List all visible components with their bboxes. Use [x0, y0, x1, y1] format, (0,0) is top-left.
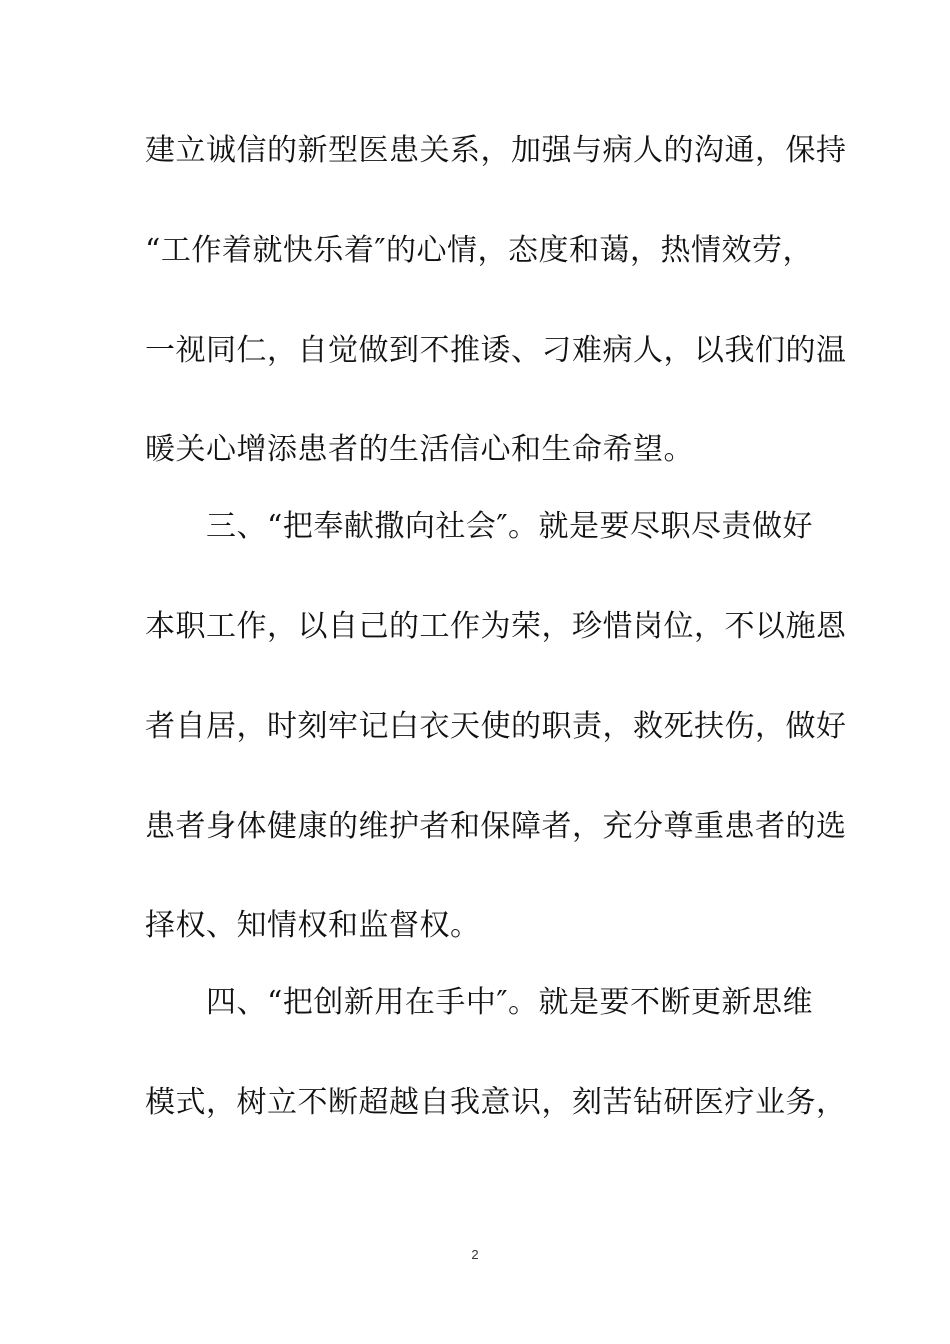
page-number: 2 — [471, 1247, 479, 1262]
text-line-4: 暖关心增添患者的生活信心和生命希望。 — [145, 432, 694, 467]
text-line-7: 者自居，时刻牢记白衣天使的职责，救死扶伤，做好 — [145, 709, 847, 744]
text-line-2: “工作着就快乐着″的心情，态度和蔼，热情效劳， — [145, 233, 814, 268]
text-line-1: 建立诚信的新型医患关系，加强与病人的沟通，保持 — [145, 133, 847, 168]
text-line-10: 四、“把创新用在手中″。就是要不断更新思维 — [145, 985, 814, 1020]
text-line-9: 择权、知情权和监督权。 — [145, 908, 481, 943]
text-line-6: 本职工作，以自己的工作为荣，珍惜岗位，不以施恩 — [145, 609, 847, 644]
text-line-11: 模式，树立不断超越自我意识，刻苦钻研医疗业务， — [145, 1085, 847, 1120]
text-line-8: 患者身体健康的维护者和保障者，充分尊重患者的选 — [145, 809, 847, 844]
text-line-5: 三、“把奉献撒向社会″。就是要尽职尽责做好 — [145, 509, 814, 544]
text-line-3: 一视同仁，自觉做到不推诿、刁难病人，以我们的温 — [145, 333, 847, 368]
